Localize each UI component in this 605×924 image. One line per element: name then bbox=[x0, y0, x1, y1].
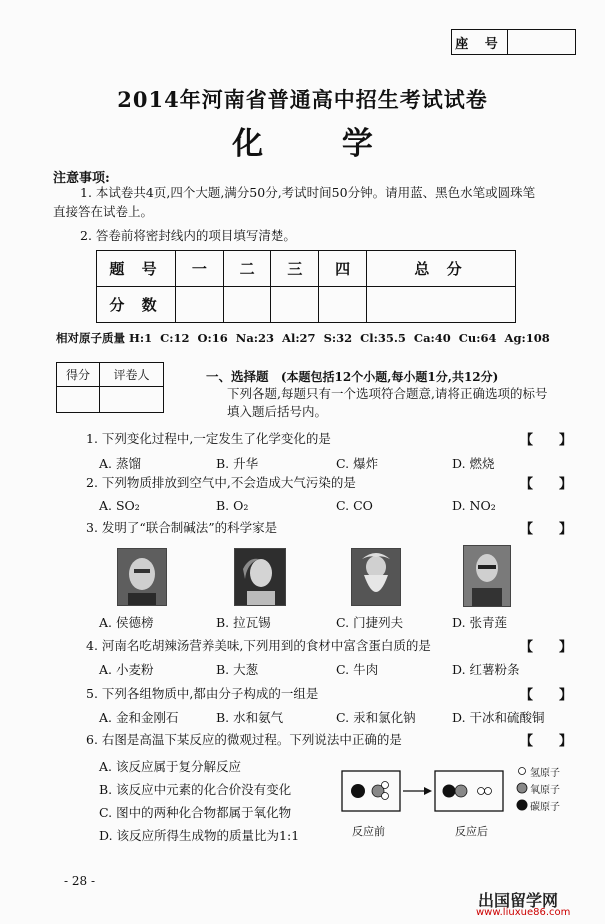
portrait-photo-b bbox=[234, 548, 286, 606]
q3-option-b: B. 拉瓦锡 bbox=[216, 615, 271, 630]
q5-option-a: A. 金和金刚石 bbox=[99, 710, 179, 725]
after-box bbox=[435, 771, 503, 811]
subject-title: 化 学 bbox=[232, 126, 407, 162]
q1-option-c: C. 爆炸 bbox=[336, 456, 379, 471]
legend-hydrogen bbox=[516, 764, 560, 778]
oxygen-atom-icon bbox=[516, 782, 530, 794]
section1-title: 一、选择题 bbox=[206, 369, 269, 384]
portrait-photo-d bbox=[463, 545, 511, 607]
answer-bracket-4[interactable]: 【 】 bbox=[520, 640, 573, 655]
note-item-1-line-1: 1. 本试卷共4页,四个大题,满分50分,考试时间50分钟。请用蓝、黑色水笔或圆珠笔 bbox=[80, 185, 536, 200]
score-cell[interactable] bbox=[366, 287, 515, 323]
legend-carbon bbox=[516, 798, 560, 812]
score-cell[interactable] bbox=[223, 287, 271, 323]
q5-option-c: C. 汞和氯化钠 bbox=[336, 710, 416, 725]
score-table-col-4: 四 bbox=[319, 251, 367, 287]
section1-heading bbox=[206, 367, 498, 385]
answer-bracket-5[interactable]: 【 】 bbox=[520, 688, 573, 703]
answer-bracket-3[interactable]: 【 】 bbox=[520, 522, 573, 537]
legend-oxygen bbox=[516, 781, 560, 795]
watermark-url: www.liuxue86.com bbox=[476, 907, 571, 918]
score-table-col-1: 一 bbox=[176, 251, 224, 287]
q2-option-b: B. O₂ bbox=[216, 498, 249, 513]
portrait-photo-c bbox=[351, 548, 401, 606]
q1-option-d: D. 燃烧 bbox=[452, 456, 495, 471]
question-6-stem: 6. 右图是高温下某反应的微观过程。下列说法中正确的是 bbox=[86, 732, 402, 747]
carbon-atom-icon bbox=[516, 799, 530, 811]
notes-heading: 注意事项: bbox=[53, 171, 110, 186]
grader-reviewer-field[interactable] bbox=[100, 387, 164, 413]
q2-option-a: A. SO₂ bbox=[99, 498, 140, 513]
section1-info: (本题包括12个小题,每小题1分,共12分) bbox=[280, 370, 499, 384]
answer-bracket-6[interactable]: 【 】 bbox=[520, 734, 573, 749]
grader-score-label: 得分 bbox=[57, 363, 100, 387]
q4-option-c: C. 牛肉 bbox=[336, 662, 379, 677]
answer-bracket-2[interactable]: 【 】 bbox=[520, 477, 573, 492]
reaction-diagram bbox=[340, 765, 505, 820]
question-5-stem: 5. 下列各组物质中,都由分子构成的一组是 bbox=[86, 686, 319, 701]
q6-option-c: C. 图中的两种化合物都属于氧化物 bbox=[99, 805, 292, 820]
seat-number-field[interactable] bbox=[508, 30, 575, 54]
section1-instruction-1: 下列各题,每题只有一个选项符合题意,请将正确选项的标号 bbox=[227, 386, 548, 401]
q3-option-c: C. 门捷列夫 bbox=[336, 615, 404, 630]
seat-number-box bbox=[451, 29, 576, 55]
atom-legend bbox=[516, 764, 560, 812]
score-cell[interactable] bbox=[176, 287, 224, 323]
note-item-1-line-2: 直接答在试卷上。 bbox=[53, 204, 154, 219]
grader-score-field[interactable] bbox=[57, 387, 100, 413]
legend-carbon-label: 碳原子 bbox=[530, 801, 560, 813]
atomic-mass-line: 相对原子质量 H:1 C:12 O:16 Na:23 Al:27 S:32 Cl:35.5 Ca:40 Cu:64 Ag:108 bbox=[56, 331, 550, 345]
question-4-stem: 4. 河南名吃胡辣汤营养美味,下列用到的食材中富含蛋白质的是 bbox=[86, 638, 431, 653]
score-table bbox=[96, 250, 516, 323]
q3-option-a: A. 侯德榜 bbox=[99, 615, 154, 630]
before-box bbox=[342, 771, 400, 811]
q6-option-d: D. 该反应所得生成物的质量比为1:1 bbox=[99, 828, 300, 843]
q6-option-a: A. 该反应属于复分解反应 bbox=[99, 759, 241, 774]
section1-instruction-2: 填入题后括号内。 bbox=[227, 404, 328, 419]
question-2-stem: 2. 下列物质排放到空气中,不会造成大气污染的是 bbox=[86, 475, 356, 490]
question-3-stem: 3. 发明了“联合制碱法”的科学家是 bbox=[86, 520, 278, 535]
q4-option-d: D. 红薯粉条 bbox=[452, 662, 520, 677]
grader-box bbox=[56, 362, 164, 413]
portrait-photo-a bbox=[117, 548, 167, 606]
score-table-col-total: 总 分 bbox=[366, 251, 515, 287]
q1-option-b: B. 升华 bbox=[216, 456, 259, 471]
q4-option-a: A. 小麦粉 bbox=[99, 662, 154, 677]
legend-oxygen-label: 氧原子 bbox=[530, 784, 560, 796]
note-item-2: 2. 答卷前将密封线内的项目填写清楚。 bbox=[80, 228, 296, 243]
grader-reviewer-label: 评卷人 bbox=[100, 363, 164, 387]
q1-option-a: A. 蒸馏 bbox=[99, 456, 141, 471]
q5-option-b: B. 水和氨气 bbox=[216, 710, 284, 725]
legend-hydrogen-label: 氢原子 bbox=[530, 767, 560, 779]
question-1-stem: 1. 下列变化过程中,一定发生了化学变化的是 bbox=[86, 431, 331, 446]
score-table-col-3: 三 bbox=[271, 251, 319, 287]
watermark-title: 出国留学网 bbox=[478, 891, 559, 910]
after-label: 反应后 bbox=[455, 825, 488, 838]
before-label: 反应前 bbox=[352, 825, 385, 838]
score-table-col-2: 二 bbox=[223, 251, 271, 287]
exam-title: 2014年河南省普通高中招生考试试卷 bbox=[117, 87, 488, 112]
q4-option-b: B. 大葱 bbox=[216, 662, 259, 677]
page-number: - 28 - bbox=[64, 874, 96, 888]
score-cell[interactable] bbox=[271, 287, 319, 323]
hydrogen-atom-icon bbox=[516, 765, 530, 777]
q6-option-b: B. 该反应中元素的化合价没有变化 bbox=[99, 782, 292, 797]
answer-bracket-1[interactable]: 【 】 bbox=[520, 433, 573, 448]
score-cell[interactable] bbox=[319, 287, 367, 323]
seat-number-label: 座 号 bbox=[452, 30, 508, 54]
score-row-label: 分 数 bbox=[97, 287, 176, 323]
q3-option-d: D. 张青莲 bbox=[452, 615, 508, 630]
q2-option-d: D. NO₂ bbox=[452, 498, 496, 513]
score-table-header: 题 号 bbox=[97, 251, 176, 287]
q5-option-d: D. 干冰和硫酸铜 bbox=[452, 710, 545, 725]
q2-option-c: C. CO bbox=[336, 498, 373, 513]
reaction-arrow bbox=[403, 787, 432, 795]
